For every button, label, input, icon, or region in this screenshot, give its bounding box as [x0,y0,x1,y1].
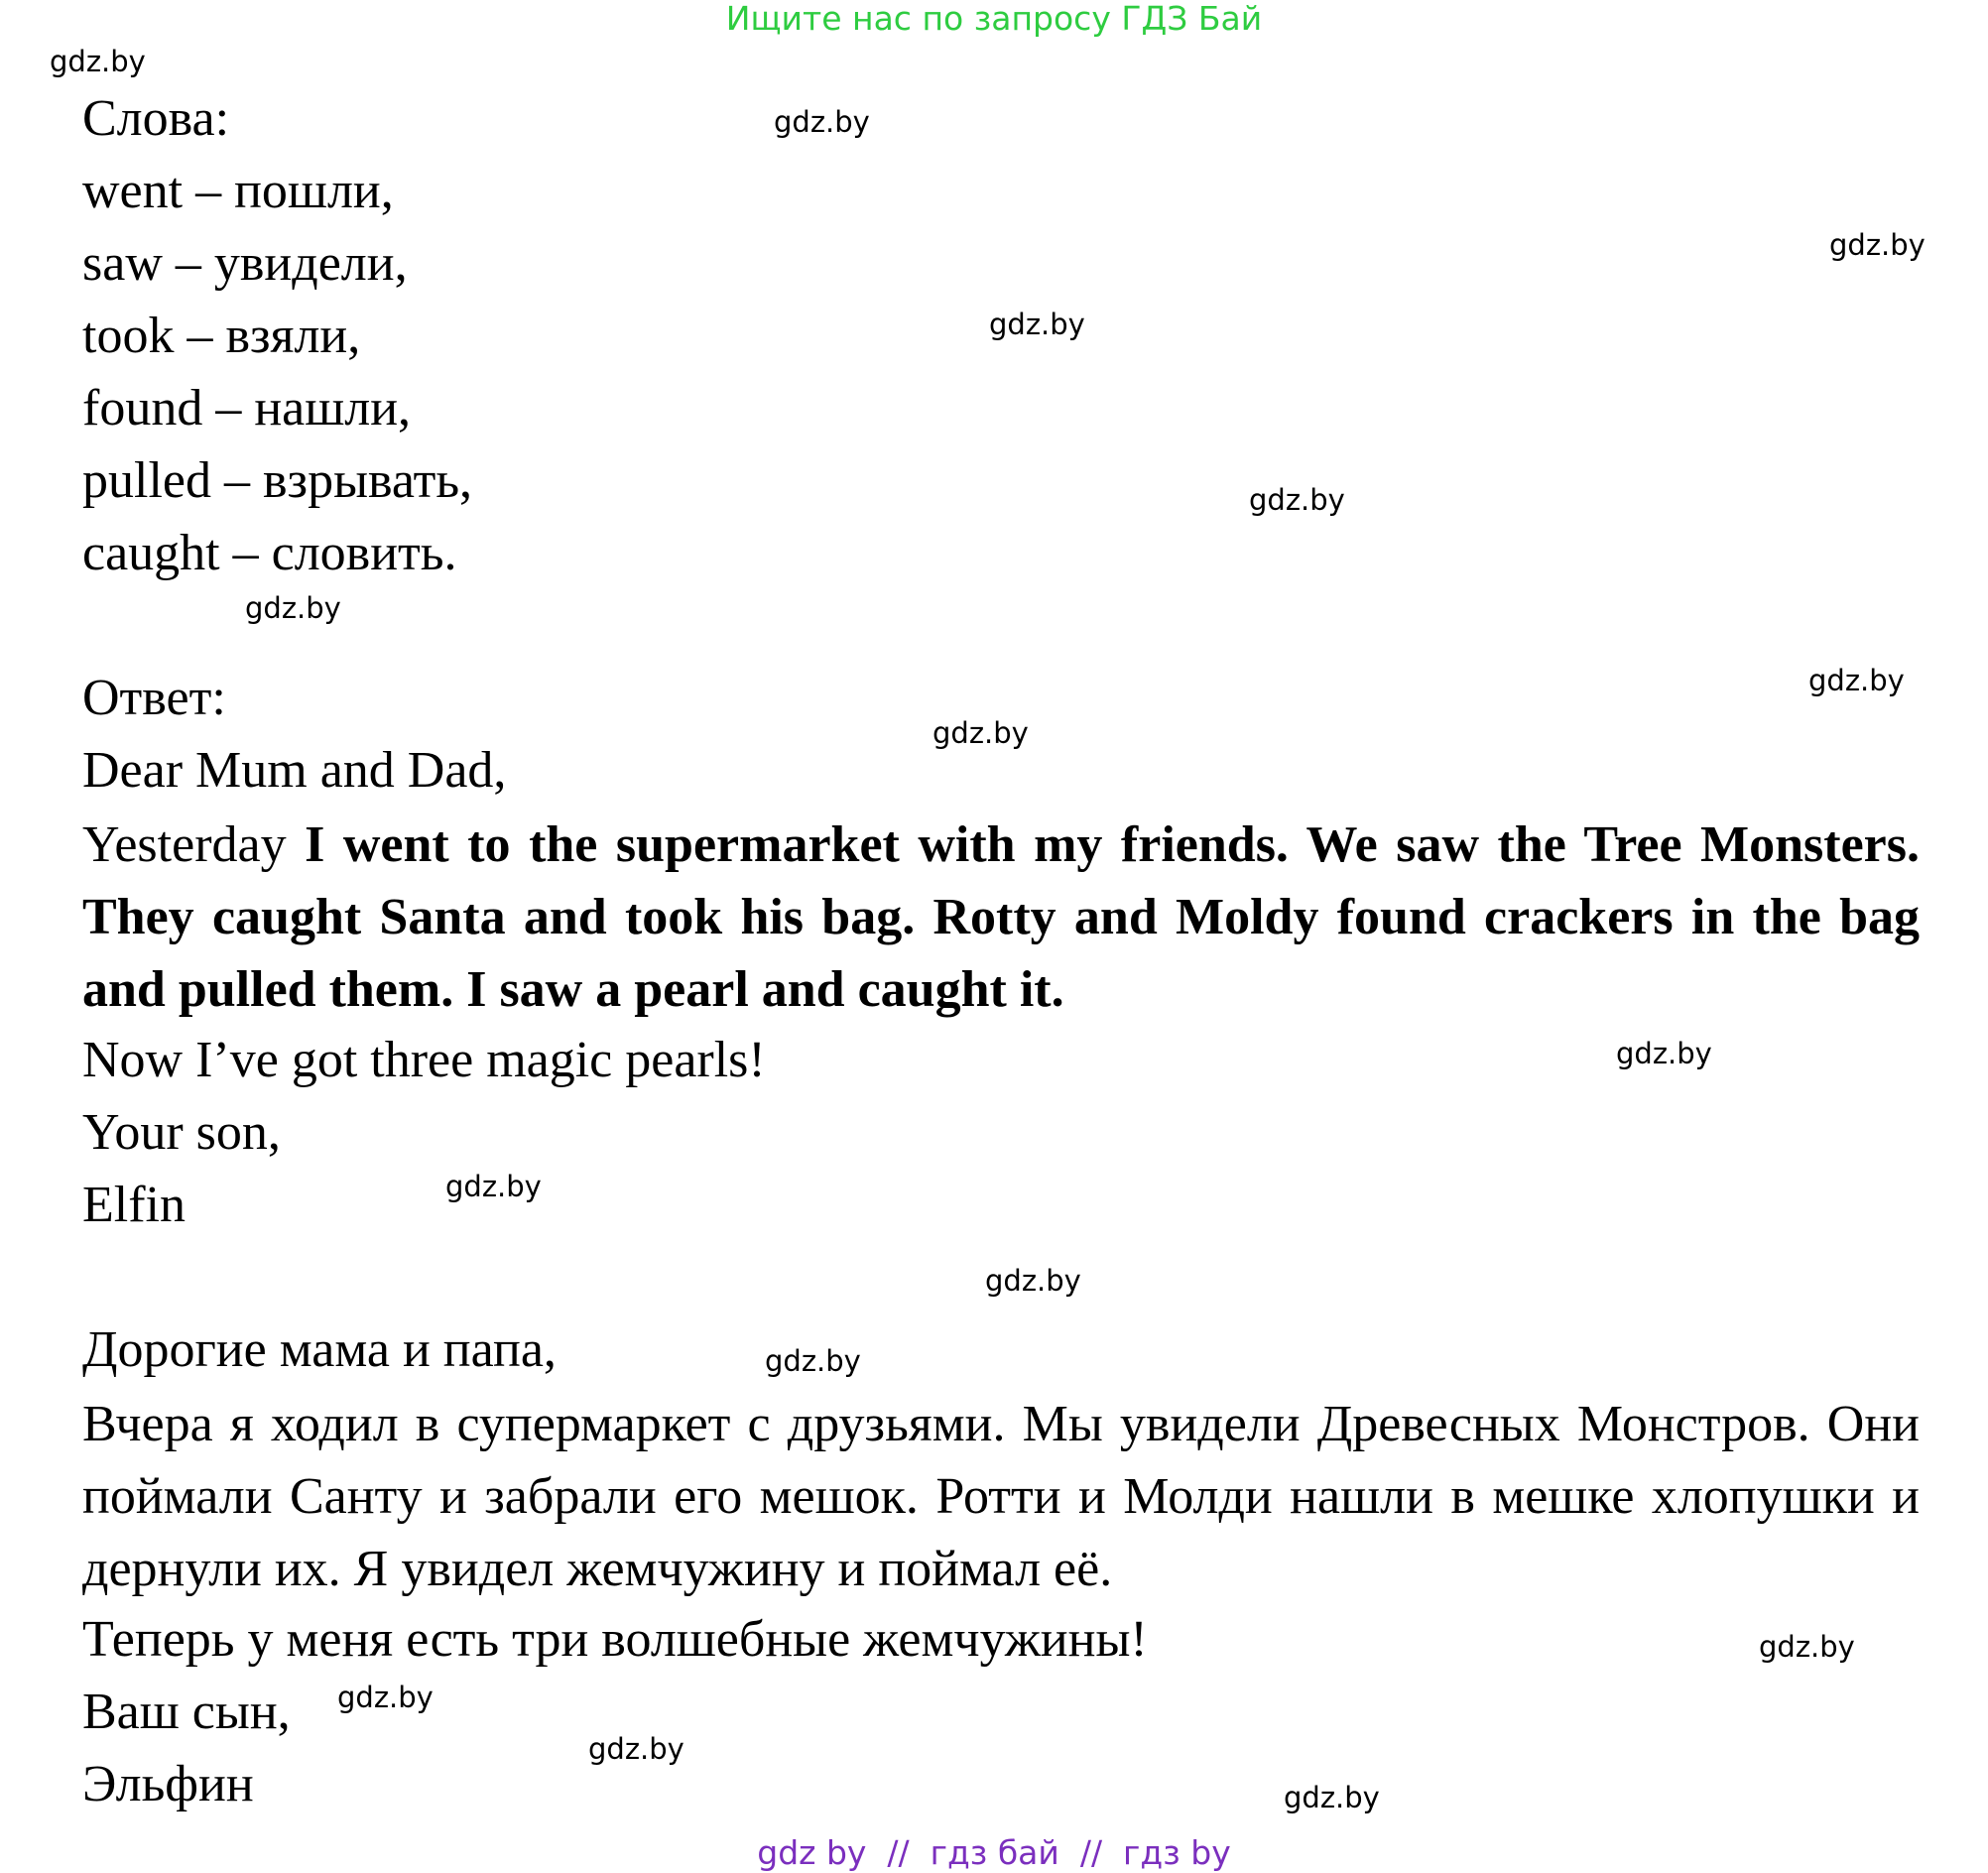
translation-greeting: Дорогие мама и папа, [82,1321,557,1378]
letter-sign-off: Your son, [82,1104,281,1161]
watermark: gdz.by [932,716,1029,750]
watermark: gdz.by [774,105,870,139]
vocab-item: saw – увидели, [82,235,408,292]
letter-signature: Elfin [82,1177,186,1233]
vocab-item: pulled – взрывать, [82,452,473,509]
watermark: gdz.by [1284,1781,1380,1814]
translation-sign-off: Ваш сын, [82,1684,291,1740]
vocab-item: caught – словить. [82,525,457,581]
letter-greeting: Dear Mum and Dad, [82,742,507,799]
letter-body [82,809,1920,1026]
watermark: gdz.by [765,1344,861,1378]
letter-body-lead: Yesterday [82,816,306,873]
watermark: gdz.by [245,591,341,625]
vocab-item: took – взяли, [82,308,361,364]
watermark: gdz.by [1829,228,1926,262]
top-banner[interactable]: Ищите нас по запросу ГДЗ Бай [725,0,1263,38]
watermark: gdz.by [588,1732,684,1766]
watermark: gdz.by [989,308,1085,341]
vocab-item: found – нашли, [82,380,412,437]
translation-signature: Эльфин [82,1756,254,1812]
watermark: gdz.by [50,45,146,78]
translation-body: Вчера я ходил в супермаркет с друзьями. Мы увидели Древесных Монстров. Они поймали Санту и забрали его мешок. Ротти и Молди нашли в мешке хлопушки и дернули их. Я увидел жемчужину и поймал её. [82,1396,1920,1597]
letter-body-bold: I went to the supermarket with my friends. We saw the Tree Monsters. They caught Santa and took his bag. Rotty and Moldy found crackers in the bag and pulled them. I saw a pearl and caught it. [82,816,1920,1018]
watermark: gdz.by [1249,483,1345,517]
footer-links[interactable]: gdz by // гдз бай // гдз by [757,1833,1231,1872]
watermark: gdz.by [445,1170,542,1203]
vocab-item: went – пошли, [82,163,394,219]
watermark: gdz.by [1808,664,1905,697]
vocab-heading: Слова: [82,90,230,147]
translation-closing: Теперь у меня есть три волшебные жемчужины! [82,1611,1148,1668]
answer-heading: Ответ: [82,670,226,726]
letter-closing: Now I’ve got three magic pearls! [82,1032,766,1088]
watermark: gdz.by [1759,1630,1855,1664]
watermark: gdz.by [985,1264,1081,1298]
watermark: gdz.by [337,1681,434,1714]
watermark: gdz.by [1616,1037,1712,1070]
